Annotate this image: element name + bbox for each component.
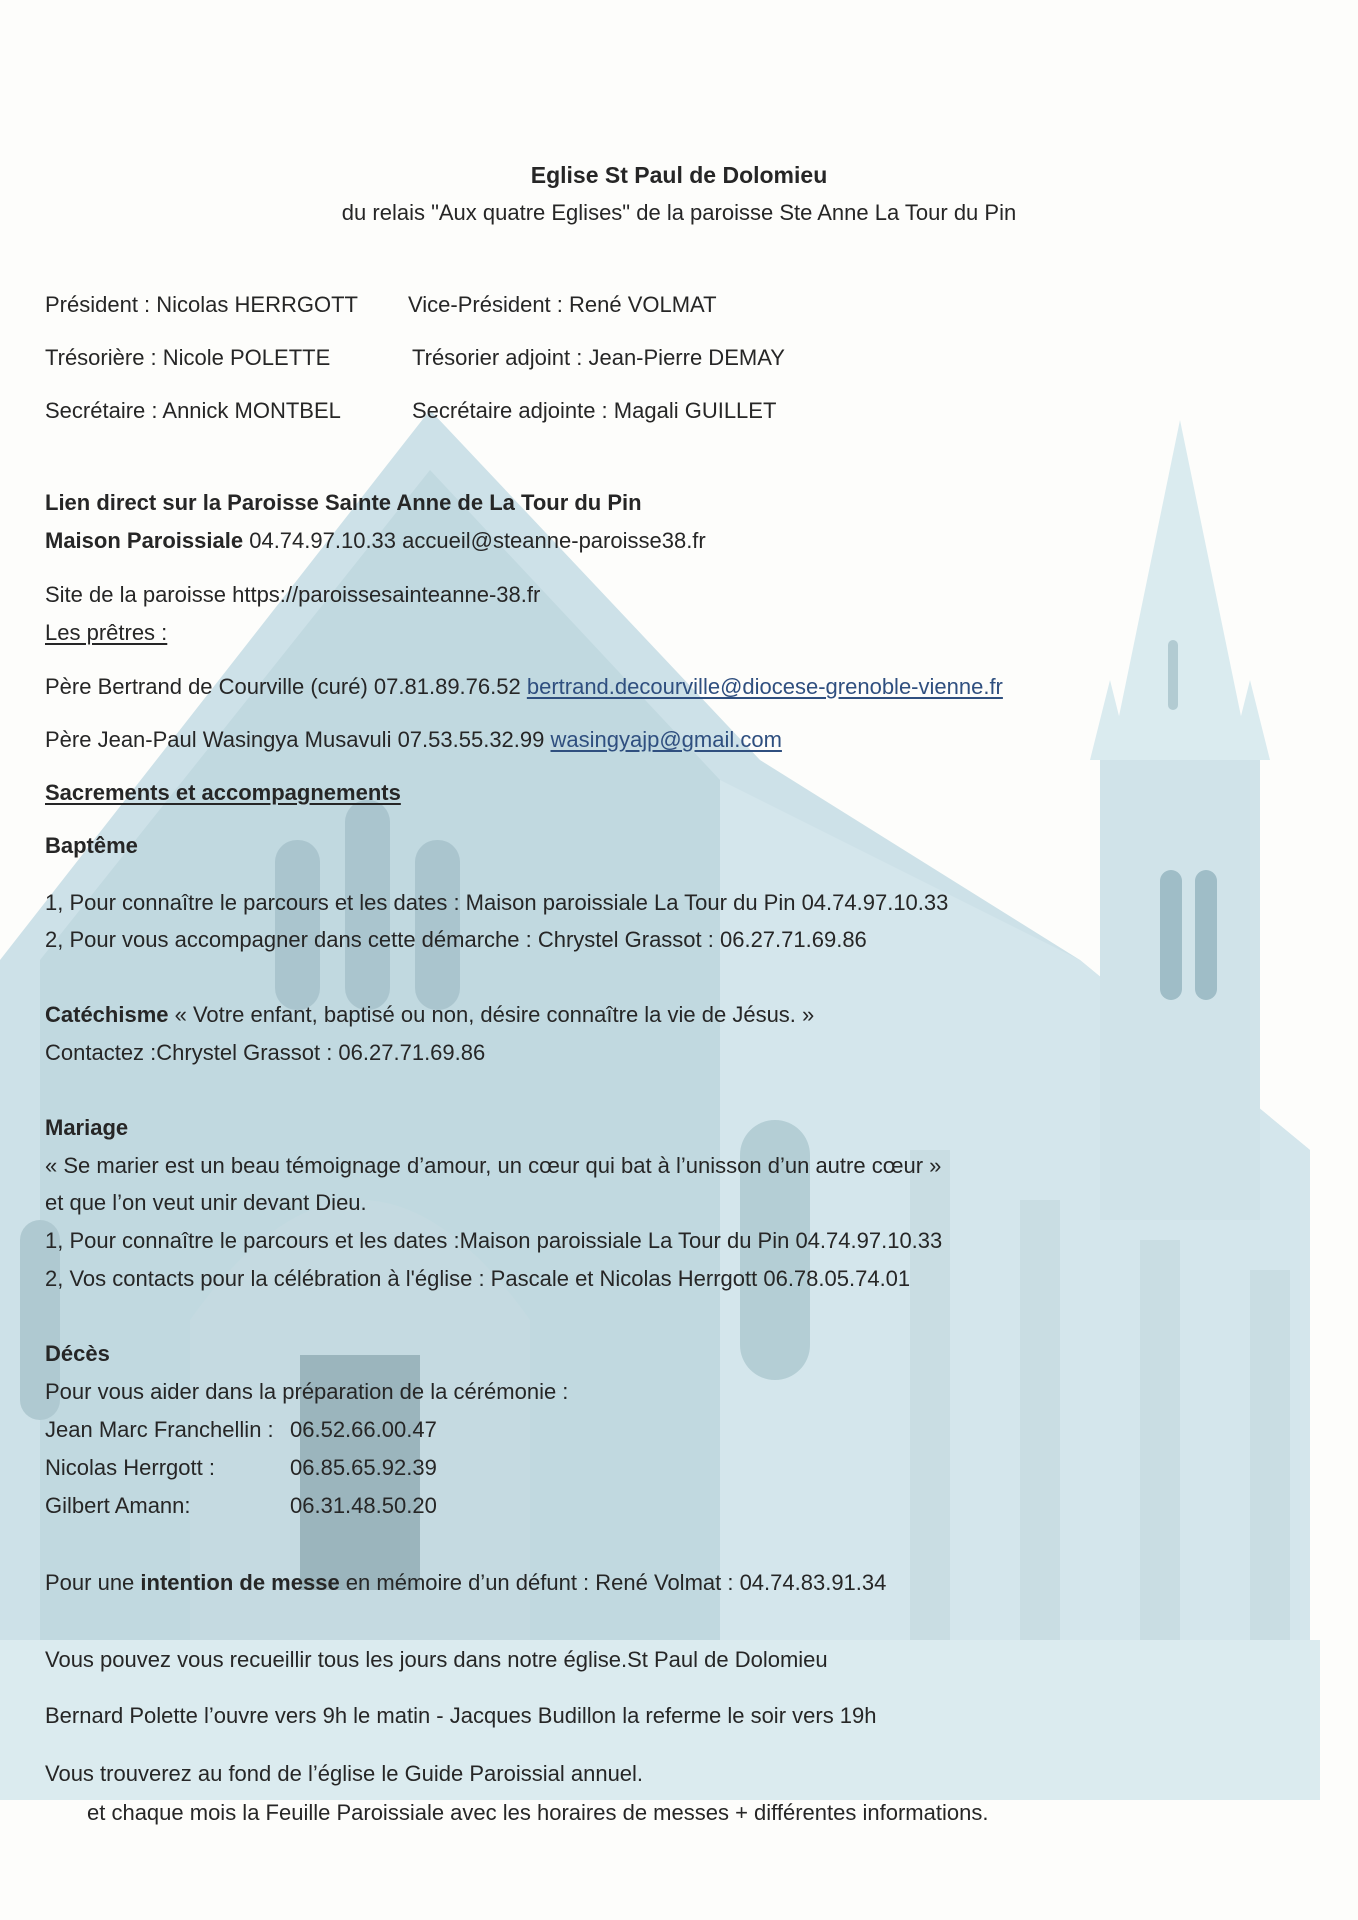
assistant-treasurer: Trésorier adjoint : Jean-Pierre DEMAY — [412, 345, 785, 370]
deces-title: Décès — [45, 1341, 110, 1366]
president: Président : Nicolas HERRGOTT — [45, 292, 358, 317]
catechisme-contact: Contactez :Chrystel Grassot : 06.27.71.69.86 — [45, 1040, 486, 1065]
priest-2 — [45, 727, 782, 753]
vice-president: Vice-Président : René VOLMAT — [408, 292, 717, 317]
footer-line-3: Vous trouverez au fond de l’église le Guide Paroissial annuel. — [45, 1761, 644, 1786]
parish-house-line — [45, 528, 706, 554]
priest-1-text: Père Bertrand de Courville (curé) 07.81.89.76.52 — [45, 674, 521, 699]
mariage-line-2: 2, Vos contacts pour la célébration à l'église : Pascale et Nicolas Herrgott 06.78.05.74.01 — [45, 1266, 911, 1291]
bapteme-title: Baptême — [45, 833, 138, 858]
deces-contact-phone: 06.31.48.50.20 — [290, 1493, 437, 1518]
parish-house-label: Maison Paroissiale — [45, 528, 244, 553]
priest-1-email-link[interactable]: bertrand.decourville@diocese-grenoble-vienne.fr — [526, 674, 1003, 699]
footer-line-2: Bernard Polette l’ouvre vers 9h le matin - Jacques Budillon la referme le soir vers 19h — [45, 1703, 877, 1728]
document-title: Eglise St Paul de Dolomieu — [530, 162, 828, 188]
catechisme-quote: « Votre enfant, baptisé ou non, désire connaître la vie de Jésus. » — [168, 1002, 815, 1027]
priest-2-email-link[interactable]: wasingyajp@gmail.com — [550, 727, 782, 752]
priest-2-text: Père Jean-Paul Wasingya Musavuli 07.53.55.32.99 — [45, 727, 545, 752]
messe-intention — [45, 1570, 886, 1596]
bapteme-line-1: 1, Pour connaître le parcours et les dates : Maison paroissiale La Tour du Pin 04.74.97.10.33 — [45, 890, 949, 915]
priests-heading: Les prêtres : — [45, 620, 168, 645]
catechisme-title: Catéchisme — [45, 1002, 169, 1027]
messe-bold: intention de messe — [140, 1570, 340, 1595]
mariage-quote-2: et que l’on veut unir devant Dieu. — [45, 1190, 367, 1215]
deces-contact-phone: 06.52.66.00.47 — [290, 1417, 437, 1442]
parish-site: Site de la paroisse https://paroissesainteanne-38.fr — [45, 582, 541, 607]
catechisme-line — [45, 1002, 814, 1028]
document-subtitle: du relais "Aux quatre Eglises" de la paroisse Ste Anne La Tour du Pin — [341, 200, 1017, 225]
deces-contact-phone: 06.85.65.92.39 — [290, 1455, 437, 1480]
sacraments-heading: Sacrements et accompagnements — [45, 780, 401, 805]
deces-contact-name: Gilbert Amann: — [45, 1493, 191, 1518]
assistant-secretary: Secrétaire adjointe : Magali GUILLET — [412, 398, 777, 423]
bapteme-line-2: 2, Pour vous accompagner dans cette démarche : Chrystel Grassot : 06.27.71.69.86 — [45, 927, 867, 952]
footer-line-4: et chaque mois la Feuille Paroissiale avec les horaires de messes + différentes informations. — [87, 1800, 989, 1825]
deces-contact-name: Jean Marc Franchellin : — [45, 1417, 274, 1442]
messe-post: en mémoire d’un défunt : René Volmat : 04.74.83.91.34 — [339, 1570, 887, 1595]
footer-line-1: Vous pouvez vous recueillir tous les jours dans notre église.St Paul de Dolomieu — [45, 1647, 828, 1672]
parish-house-contact: 04.74.97.10.33 accueil@steanne-paroisse38.fr — [249, 528, 706, 553]
deces-contact-name: Nicolas Herrgott : — [45, 1455, 215, 1480]
mariage-title: Mariage — [45, 1115, 129, 1140]
priest-1 — [45, 674, 1003, 700]
messe-pre: Pour une — [45, 1570, 141, 1595]
mariage-quote-1: « Se marier est un beau témoignage d’amour, un cœur qui bat à l’unisson d’un autre cœur » — [45, 1153, 942, 1178]
secretary: Secrétaire : Annick MONTBEL — [45, 398, 341, 423]
deces-intro: Pour vous aider dans la préparation de la cérémonie : — [45, 1379, 569, 1404]
treasurer: Trésorière : Nicole POLETTE — [45, 345, 331, 370]
mariage-line-1: 1, Pour connaître le parcours et les dates :Maison paroissiale La Tour du Pin 04.74.97.10.33 — [45, 1228, 943, 1253]
parish-link-heading: Lien direct sur la Paroisse Sainte Anne de La Tour du Pin — [45, 490, 642, 515]
